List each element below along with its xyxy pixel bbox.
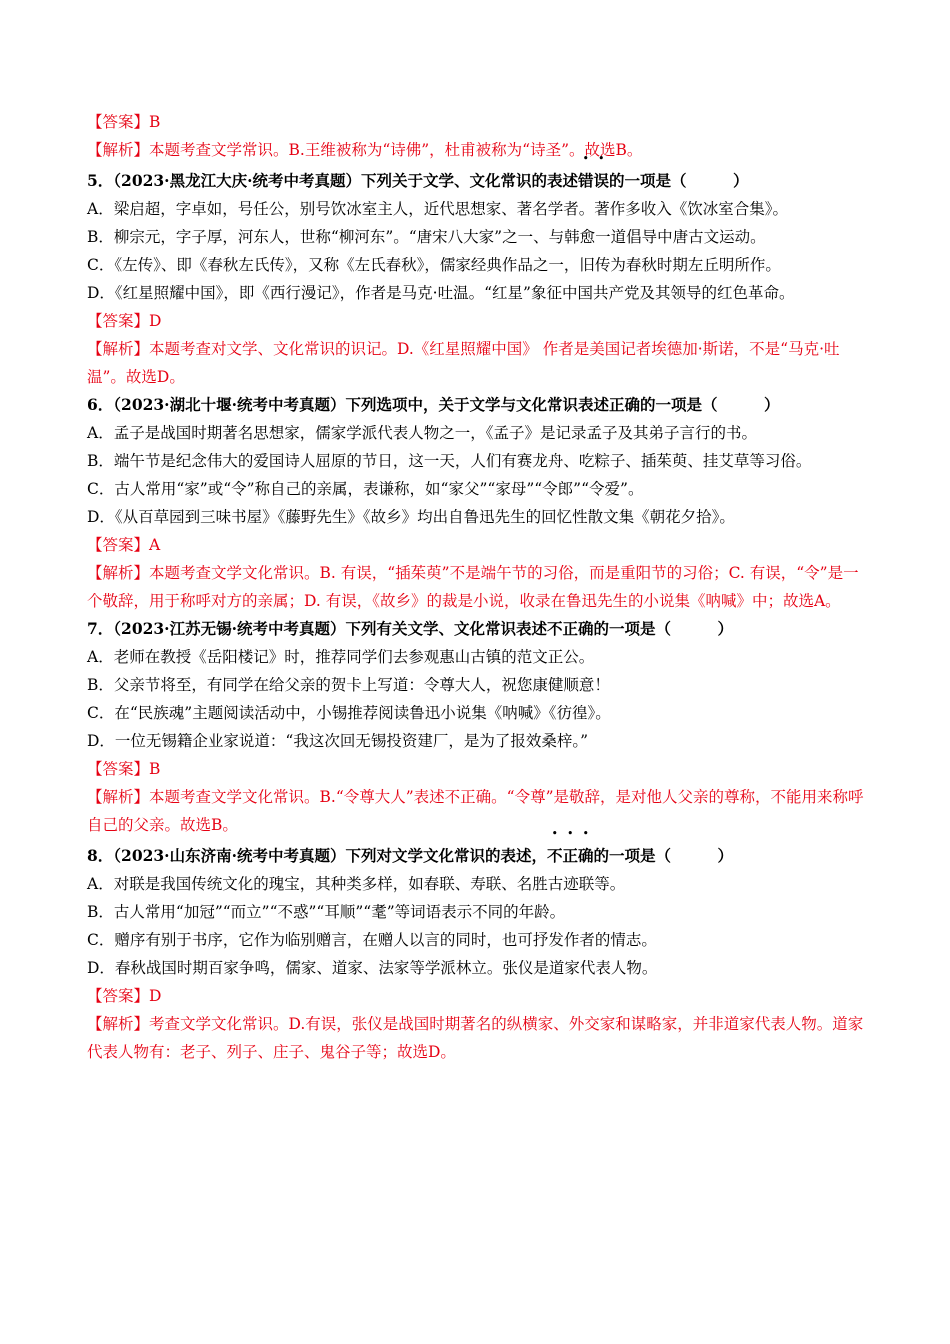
- q6-answer: 【答案】A: [87, 536, 161, 554]
- q8-option-d: D．春秋战国时期百家争鸣，儒家、道家、法家等学派林立。张仪是道家代表人物。: [87, 959, 658, 977]
- q7-analysis: 【解析】本题考查文学文化常识。B.“令尊大人”表述不正确。“令尊”是敬辞，是对他人父亲的尊称，不能用来称呼自己的父亲。故选B。: [87, 788, 864, 834]
- q7-option-a: A．老师在教授《岳阳楼记》时，推荐同学们去参观惠山古镇的范文正公。: [87, 648, 595, 666]
- q7-stem: 7．（2023·江苏无锡·统考中考真题）下列有关文学、文化常识表述不正确的一项是（ ）: [87, 619, 733, 638]
- q7-option-c: C．在“民族魂”主题阅读活动中，小锡推荐阅读鲁迅小说集《呐喊》《彷徨》。: [87, 704, 611, 722]
- q7-answer: 【答案】B: [87, 760, 161, 778]
- q4-analysis: 【解析】本题考查文学常识。B.王维被称为“诗佛”，杜甫被称为“诗圣”。故选B。: [87, 141, 643, 159]
- q6-option-d: D．《从百草园到三味书屋》《藤野先生》《故乡》均出自鲁迅先生的回忆性散文集《朝花夕拾》。: [87, 508, 735, 526]
- q4-answer: 【答案】B: [87, 113, 161, 131]
- q5-answer: 【答案】D: [87, 312, 162, 330]
- q7-option-d: D．一位无锡籍企业家说道：“我这次回无锡投资建厂，是为了报效桑梓。”: [87, 732, 589, 750]
- q8-stem-post: 的一项是（ ）: [593, 846, 734, 865]
- q6-stem: 6．（2023·湖北十堰·统考中考真题）下列选项中，关于文学与文化常识表述正确的一项是（ ）: [87, 395, 780, 414]
- q8-answer: 【答案】D: [87, 987, 162, 1005]
- q8-option-c: C．赠序有别于书序，它作为临别赠言，在赠人以言的同时，也可抒发作者的情志。: [87, 931, 657, 949]
- q6-option-a: A．孟子是战国时期著名思想家，儒家学派代表人物之一，《孟子》是记录孟子及其弟子言行的书。: [87, 424, 757, 442]
- q8-analysis: 【解析】考查文学文化常识。D.有误，张仪是战国时期著名的纵横家、外交家和谋略家，并非道家代表人物。道家代表人物有：老子、列子、庄子、鬼谷子等；故选D。: [87, 1015, 864, 1061]
- q5-option-d: D．《红星照耀中国》，即《西行漫记》，作者是马克·吐温。“红星”象征中国共产党及其领导的红色革命。: [87, 284, 795, 302]
- q6-option-b: B．端午节是纪念伟大的爱国诗人屈原的节日，这一天，人们有赛龙舟、吃粽子、插茱萸、挂艾草等习俗。: [87, 452, 812, 470]
- q5-stem: [87, 167, 867, 195]
- q5-option-a: A．梁启超，字卓如，号任公，别号饮冰室主人，近代思想家、著名学者。著作多收入《饮冰室合集》。: [87, 200, 788, 218]
- q8-option-b: B．古人常用“加冠”“而立”“不惑”“耳顺”“耄”等词语表示不同的年龄。: [87, 903, 566, 921]
- q8-emphasis-char: 正: [562, 846, 579, 865]
- q5-stem-post: 的一项是（ ）: [609, 171, 749, 190]
- q5-option-b: B．柳宗元，字子厚，河东人，世称“柳河东”。“唐宋八大家”之一、与韩愈一道倡导中唐古文运动。: [87, 228, 766, 246]
- q5-stem-pre: 5．（2023·黑龙江大庆·统考中考真题）下列关于文学、文化常识的表述: [87, 171, 578, 190]
- q8-emphasis-char: 不: [546, 846, 563, 865]
- q6-option-c: C．古人常用“家”或“令”称自己的亲属，表谦称，如“家父”“家母”“令郎”“令爱”。: [87, 480, 644, 498]
- q5-analysis: 【解析】本题考查对文学、文化常识的识记。D.《红星照耀中国》 作者是美国记者埃德加·斯诺，不是“马克·吐温”。故选D。: [87, 340, 840, 386]
- q8-stem: [87, 842, 867, 870]
- q7-option-b: B．父亲节将至，有同学在给父亲的贺卡上写道：令尊大人，祝您康健顺意！: [87, 676, 610, 694]
- q8-stem-pre: 8．（2023·山东济南·统考中考真题）下列对文学文化常识的表述，: [87, 846, 547, 865]
- q8-option-a: A．对联是我国传统文化的瑰宝，其种类多样，如春联、寿联、名胜古迹联等。: [87, 875, 626, 893]
- q5-option-c: C．《左传》、即《春秋左氏传》，又称《左氏春秋》，儒家经典作品之一，旧传为春秋时期左丘明所作。: [87, 256, 781, 274]
- q8-emphasis-char: 确: [578, 846, 594, 865]
- q5-emphasis-char: 错: [577, 171, 594, 190]
- document-body: [87, 108, 867, 1066]
- q6-analysis: 【解析】本题考查文学文化常识。B. 有误，“插茱萸”不是端午节的习俗，而是重阳节的习俗；C. 有误，“令”是一个敬辞，用于称呼对方的亲属；D. 有误，《故乡》的裁是小说，收录在鲁迅先生的小说集《呐喊》中；故选A。: [87, 564, 859, 610]
- q5-emphasis-char: 误: [593, 171, 610, 190]
